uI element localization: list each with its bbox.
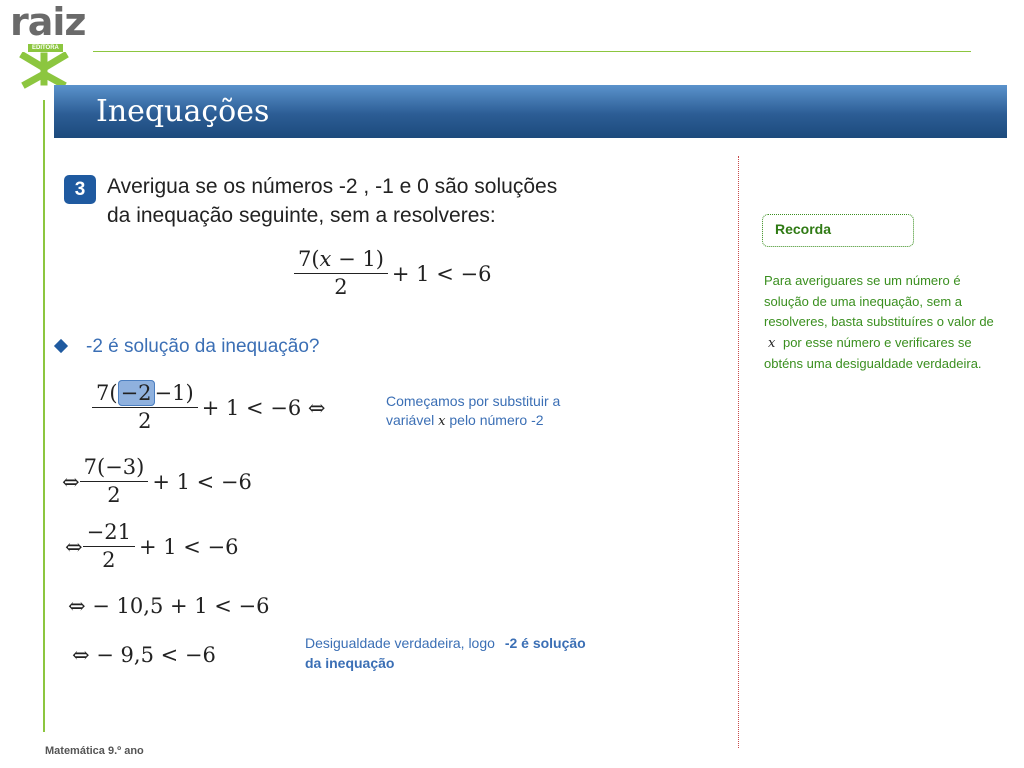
left-margin-line (43, 100, 45, 732)
step-2-numerator: 7(−3) (80, 456, 149, 482)
step-1-fraction (92, 382, 198, 433)
step-4: ⇔ − 10,5 + 1 < −6 (68, 594, 270, 618)
question-text: -2 é solução da inequação? (86, 336, 320, 357)
substituted-value: −2 (118, 380, 155, 406)
problem-line-1: Averigua se os números -2 , -1 e 0 são soluções (107, 175, 558, 198)
step-2 (62, 456, 252, 507)
step-1-num-a: 7( (96, 381, 118, 405)
conclusion-text: Desigualdade verdadeira, logo (305, 635, 495, 651)
main-fraction (294, 248, 388, 299)
exercise-number: 3 (74, 179, 86, 200)
main-inequation (294, 248, 491, 299)
title-bar (54, 85, 1007, 138)
step-3-denominator: 2 (102, 548, 116, 573)
step-1-num-b: −1) (154, 381, 194, 405)
substitution-note-post: pelo número -2 (449, 412, 544, 428)
step-1 (92, 382, 326, 433)
main-fraction-denominator: 2 (334, 275, 348, 300)
step-3-fraction (83, 521, 135, 572)
substitution-note (386, 392, 560, 431)
question-bullet-icon (54, 339, 68, 353)
main-inequation-rest: + 1 < −6 (391, 261, 492, 286)
step-3 (65, 521, 238, 572)
recorda-box (762, 214, 914, 247)
step-2-fraction (80, 456, 149, 507)
exercise-badge (64, 175, 96, 204)
step-3-rest: + 1 < −6 (138, 534, 239, 559)
main-fraction-numerator: 7(𝑥 − 1) (294, 248, 388, 274)
step-2-denominator: 2 (107, 483, 121, 508)
page-title: Inequações (96, 94, 270, 129)
step-1-denominator: 2 (138, 409, 152, 434)
problem-statement (107, 172, 557, 230)
logo-wordmark: raiz (10, 0, 86, 44)
problem-line-2: da inequação seguinte, sem a resolveres: (107, 204, 496, 227)
logo (10, 0, 86, 82)
recorda-text-b: por esse número e verificares se obténs uma desigualdade verdadeira. (764, 334, 982, 371)
recorda-text (764, 271, 1004, 375)
recorda-var: 𝑥 (768, 335, 776, 351)
recorda-text-a: Para averiguares se um número é solução de uma inequação, sem a resolveres, basta substituíres o valor de (764, 273, 994, 329)
top-divider (93, 51, 971, 52)
step-5: ⇔ − 9,5 < −6 (72, 643, 216, 667)
step-2-prefix: ⇔ (62, 469, 80, 494)
substitution-note-var: 𝑥 (438, 414, 446, 429)
step-3-numerator: −21 (83, 521, 135, 547)
recorda-label: Recorda (775, 221, 832, 237)
step-2-rest: + 1 < −6 (152, 469, 252, 494)
conclusion-bold-1: -2 é solução (504, 635, 586, 651)
logo-subtitle: EDITORA (28, 44, 63, 52)
footer-label: Matemática 9.º ano (45, 745, 144, 757)
step-1-rest: + 1 < −6 ⇔ (201, 395, 326, 420)
conclusion-bold-2: da inequação (305, 655, 395, 671)
column-divider (738, 156, 739, 748)
conclusion-note (305, 633, 586, 673)
substitution-note-line-1: Começamos por substituir a (386, 393, 561, 409)
step-3-prefix: ⇔ (65, 534, 83, 559)
substitution-note-pre: variável (386, 412, 435, 428)
